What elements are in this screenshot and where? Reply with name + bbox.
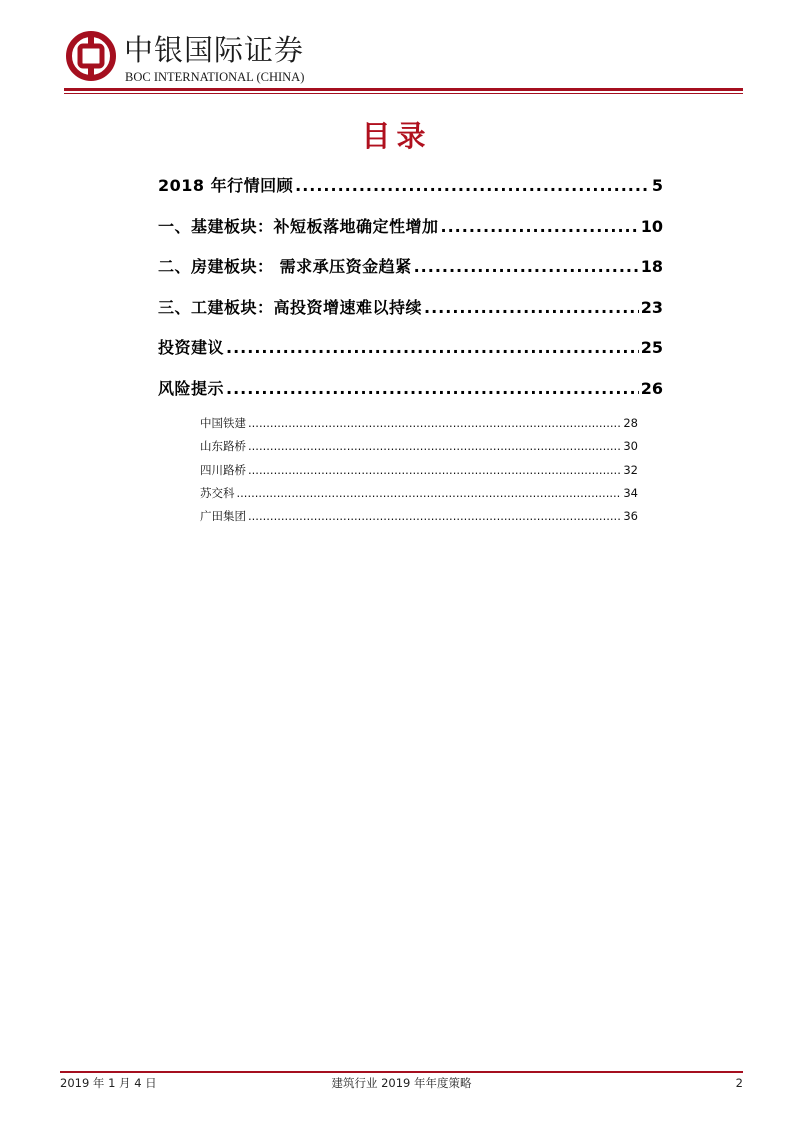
toc-sub-list	[200, 413, 638, 529]
toc-leader-dots	[248, 436, 621, 456]
toc-leader-dots	[226, 375, 639, 403]
toc-sub-entry-page: 30	[623, 439, 638, 454]
toc-sub-entry[interactable]	[200, 483, 638, 506]
toc-leader-dots	[237, 483, 622, 503]
toc-leader-dots	[414, 253, 639, 281]
toc-sub-entry-title: 苏交科	[200, 485, 235, 500]
toc-entry-page: 25	[640, 338, 663, 358]
toc-leader-dots	[248, 460, 621, 480]
toc-leader-dots	[226, 334, 639, 362]
toc-entry[interactable]	[158, 253, 663, 294]
toc-leader-dots	[295, 172, 650, 200]
toc-entry-title: 投资建议	[158, 338, 225, 358]
toc-sub-entry-page: 34	[623, 485, 638, 500]
page-footer	[60, 1075, 743, 1093]
toc-title: 目录	[361, 119, 432, 153]
toc-entry[interactable]	[158, 172, 663, 213]
toc-sub-entry-page: 28	[623, 416, 638, 430]
footer-date: 2019 年 1 月 4 日	[60, 1076, 157, 1090]
toc-sub-entry[interactable]	[200, 460, 638, 483]
footer-report-title: 建筑行业 2019 年年度策略	[331, 1076, 472, 1090]
toc-sub-entry-page: 36	[623, 509, 638, 524]
toc-leader-dots	[248, 413, 621, 433]
toc-entry-page: 26	[640, 378, 663, 398]
page-header	[0, 0, 793, 100]
brand-name-cn: 中银国际证券	[124, 33, 305, 67]
brand-name-en: BOC INTERNATIONAL (CHINA)	[125, 70, 305, 84]
toc-sub-entry[interactable]	[200, 506, 638, 529]
toc-entry-title: 风险提示	[158, 378, 225, 398]
toc-main-list	[158, 172, 663, 416]
toc-leader-dots	[424, 294, 639, 322]
toc-entry[interactable]	[158, 213, 663, 254]
toc-sub-entry[interactable]	[200, 436, 638, 459]
toc-entry-page: 5	[651, 176, 663, 195]
toc-entry-title: 一、基建板块：补短板落地确定性增加	[158, 216, 439, 236]
toc-sub-entry-title: 中国铁建	[200, 416, 246, 430]
boc-logo-icon	[66, 31, 116, 81]
header-divider-thin	[64, 93, 743, 94]
toc-leader-dots	[248, 506, 621, 526]
toc-entry-title: 二、房建板块： 需求承压资金趋紧	[158, 257, 412, 277]
toc-entry-page: 18	[640, 257, 663, 277]
toc-entry-title: 三、工建板块：高投资增速难以持续	[158, 297, 423, 317]
toc-entry[interactable]	[158, 375, 663, 416]
toc-entry-page: 23	[640, 297, 663, 317]
toc-entry[interactable]	[158, 294, 663, 335]
footer-page-number: 2	[735, 1076, 743, 1090]
toc-entry[interactable]	[158, 334, 663, 375]
toc-sub-entry-title: 四川路桥	[200, 462, 246, 477]
toc-entry-title: 2018 年行情回顾	[158, 176, 294, 195]
toc-sub-entry-page: 32	[623, 462, 638, 477]
toc-sub-entry-title: 山东路桥	[200, 439, 246, 454]
toc-leader-dots	[441, 213, 639, 241]
toc-sub-entry-title: 广田集团	[200, 509, 246, 524]
toc-entry-page: 10	[640, 216, 663, 236]
header-divider	[64, 88, 743, 91]
footer-divider	[60, 1071, 743, 1073]
toc-sub-entry[interactable]	[200, 413, 638, 436]
